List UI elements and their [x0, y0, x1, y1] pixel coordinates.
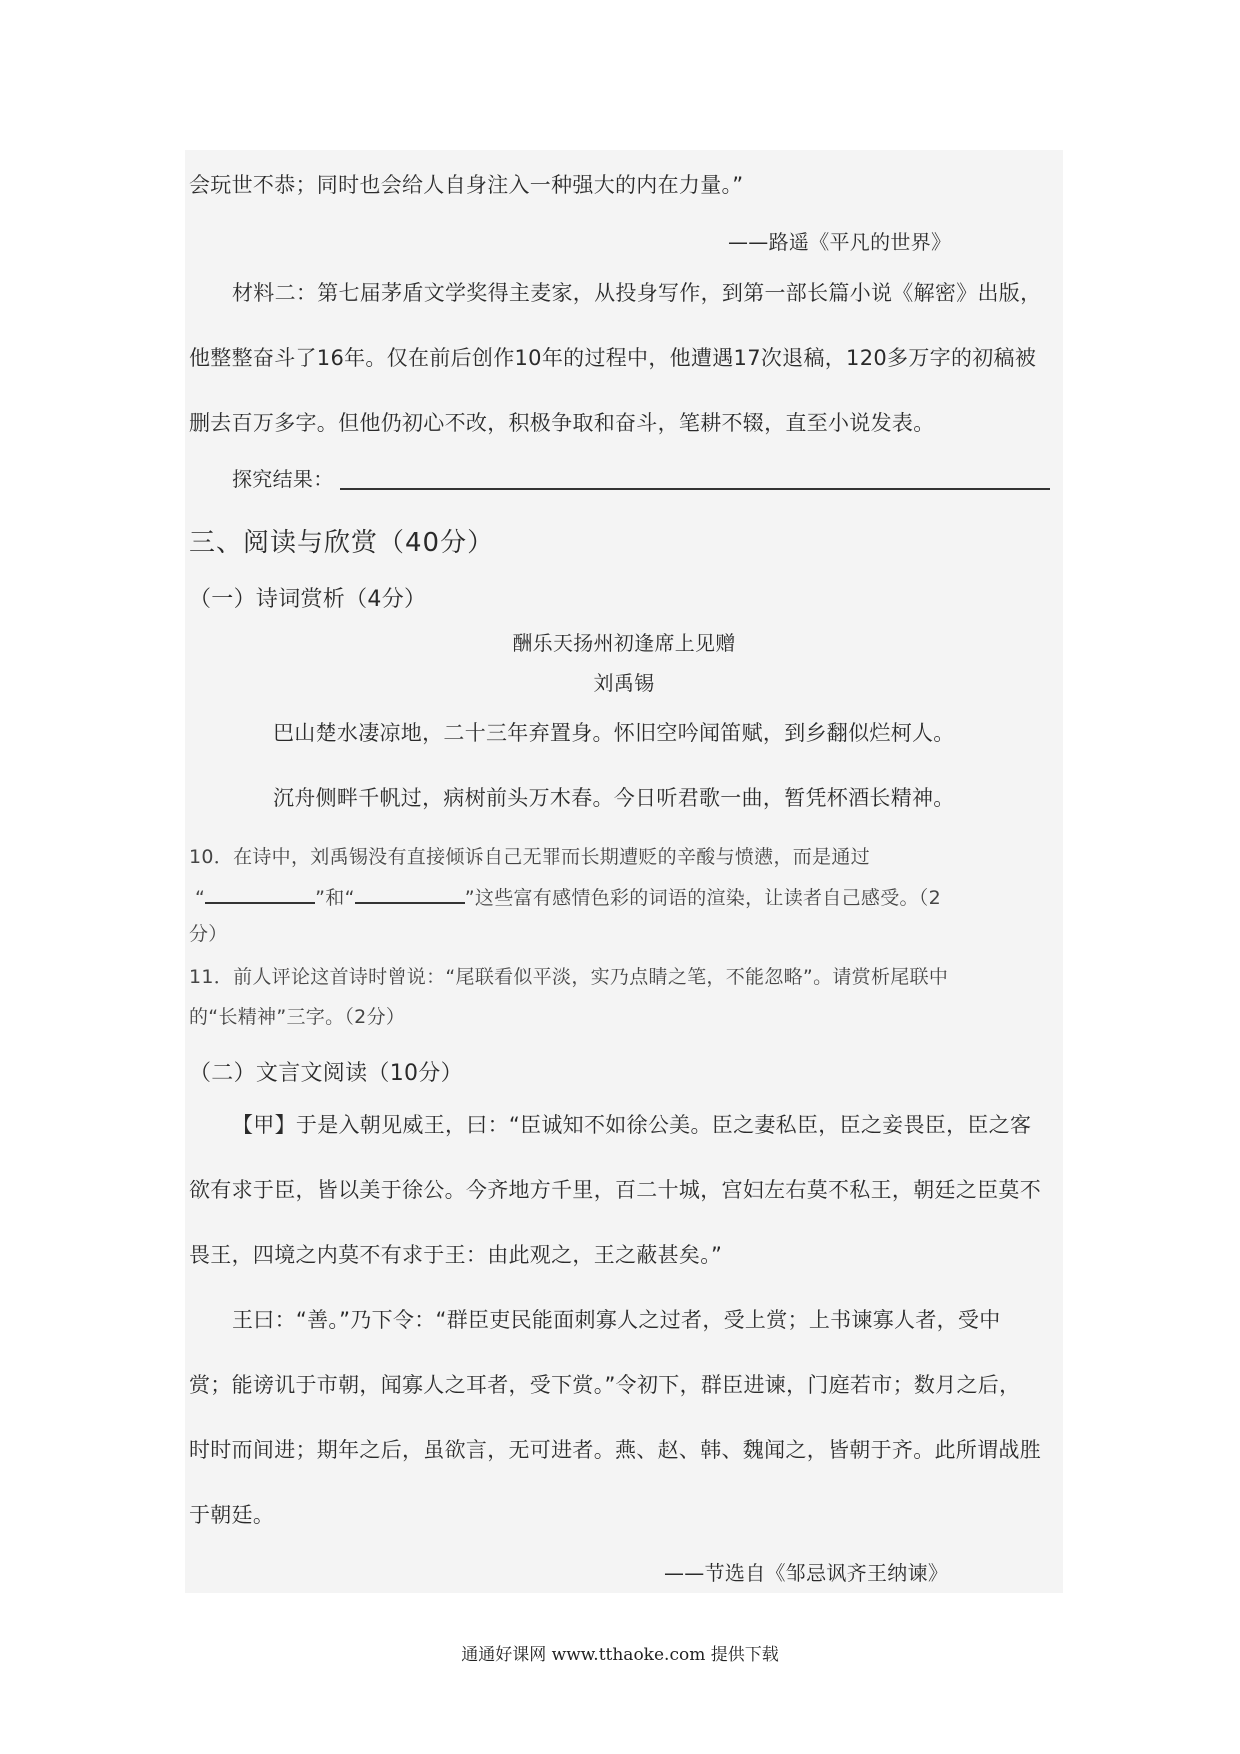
question-11: 的“长精神”三字。（2分） — [189, 1006, 406, 1028]
king-para-line: 王曰：“善。”乃下令：“群臣吏民能面刺寡人之过者，受上赏；上书谏寡人者，受中 — [232, 1308, 1001, 1332]
section-title: 三、阅读与欣赏（40分） — [189, 528, 495, 558]
footer-credit: 通通好课网 www.tthaoke.com 提供下载 — [461, 1645, 779, 1665]
king-para-line: 赏；能谤讥于市朝，闻寡人之耳者，受下赏。”令初下，群臣进谏，门庭若市；数月之后， — [189, 1373, 1021, 1397]
attribution: ——节选自《邹忌讽齐王纳谏》 — [664, 1561, 949, 1585]
jia-para-line: 欲有求于臣，皆以美于徐公。今齐地方千里，百二十城，宫妇左右莫不私王，朝廷之臣莫不 — [189, 1178, 1041, 1202]
subsection-title: （一）诗词赏析（4分） — [189, 587, 427, 612]
answer-line — [340, 488, 1050, 490]
subsection-title: （二）文言文阅读（10分） — [189, 1061, 463, 1086]
king-para-line: 于朝廷。 — [189, 1503, 275, 1527]
attribution: ——路遥《平凡的世界》 — [728, 230, 952, 254]
question-10-tail: ”这些富有感情色彩的词语的渲染，让读者自己感受。（2 — [464, 887, 941, 909]
question-10-end: 分） — [189, 923, 228, 945]
explore-label: 探究结果： — [232, 467, 334, 491]
poem-title: 酬乐天扬州初逢席上见赠 — [512, 631, 736, 655]
poem-line: 沉舟侧畔千帆过，病树前头万木春。今日听君歌一曲，暂凭杯酒长精神。 — [273, 786, 955, 810]
quote-open: “ — [195, 887, 206, 909]
jia-para-line: 畏王，四境之内莫不有求于王：由此观之，王之蔽甚矣。” — [189, 1243, 723, 1267]
jia-para-line: 【甲】于是入朝见威王，曰：“臣诚知不如徐公美。臣之妻私臣，臣之妾畏臣，臣之客 — [232, 1113, 1032, 1137]
material2-line: 材料二：第七届茅盾文学奖得主麦家，从投身写作，到第一部长篇小说《解密》出版， — [232, 281, 1042, 305]
poem-author: 刘禹锡 — [593, 671, 655, 695]
material2-line: 删去百万多字。但他仍初心不改，积极争取和奋斗，笔耕不辍，直至小说发表。 — [189, 411, 935, 435]
material2-line: 他整整奋斗了16年。仅在前后创作10年的过程中，他遭遇17次退稿，120多万字的初稿被 — [189, 346, 1037, 370]
text-line: 会玩世不恭；同时也会给人自身注入一种强大的内在力量。” — [189, 173, 744, 197]
king-para-line: 时时而间进；期年之后，虽欲言，无可进者。燕、赵、韩、魏闻之，皆朝于齐。此所谓战胜 — [189, 1438, 1041, 1462]
poem-line: 巴山楚水凄凉地，二十三年弃置身。怀旧空吟闻笛赋，到乡翻似烂柯人。 — [273, 721, 955, 745]
question-10: 10．在诗中，刘禹锡没有直接倾诉自己无罪而长期遭贬的辛酸与愤懑，而是通过 — [189, 846, 870, 868]
blank-2 — [355, 884, 465, 904]
question-10-blanks — [195, 884, 941, 910]
blank-1 — [205, 884, 315, 904]
quote-mid: ”和“ — [315, 887, 355, 909]
question-11: 11．前人评论这首诗时曾说：“尾联看似平淡，实乃点睛之笔，不能忽略”。请赏析尾联中 — [189, 966, 949, 988]
